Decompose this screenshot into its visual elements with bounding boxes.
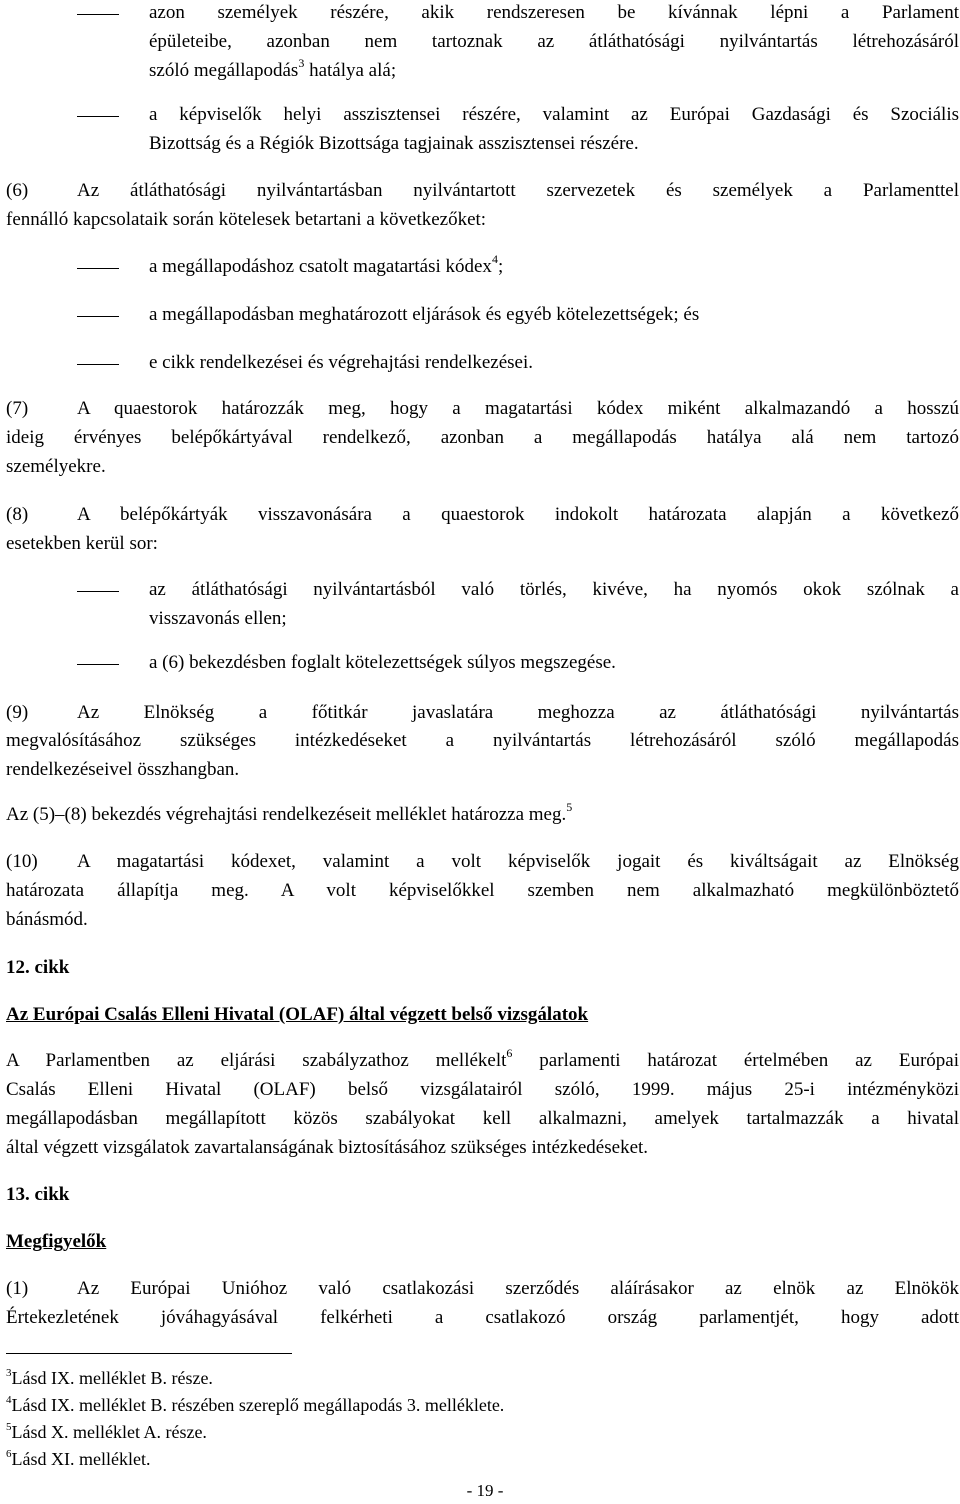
paragraph-text: fennálló kapcsolataik során kötelesek betartani a következőket: — [6, 209, 487, 230]
bullet-dash — [77, 591, 119, 592]
bullet-text: a képviselők helyi asszisztensei részére, valamint az Európai Gazdasági és Szociális — [149, 104, 959, 125]
footnote: $^5$Lásd X. melléklet A. része. — [6, 1421, 207, 1442]
bullet-dash — [77, 364, 119, 365]
bullet-text: az átláthatósági nyilvántartásból való törlés, kivéve, ha nyomós okok szólnak a — [149, 579, 959, 600]
bullet-text: a megállapodáshoz csatolt magatartási kódex$^4$; — [149, 251, 504, 277]
paragraph-text: Az átláthatósági nyilvántartásban nyilvántartott szervezetek és személyek a Parlamenttel — [77, 180, 959, 201]
paragraph-text: által végzett vizsgálatok zavartalanságának biztosításához szükséges intézkedéseket. — [6, 1137, 649, 1158]
paragraph-text: rendelkezéseivel összhangban. — [6, 759, 240, 780]
bullet-text: a (6) bekezdésben foglalt kötelezettségek súlyos megszegése. — [149, 652, 616, 673]
paragraph-text: személyekre. — [6, 456, 106, 477]
footnote-separator — [6, 1353, 292, 1354]
paragraph-text: bánásmód. — [6, 909, 88, 930]
paragraph-text: ideig érvényes belépőkártyával rendelkező, azonban a megállapodás hatálya alá nem tartozó — [6, 427, 959, 448]
footnote-ref[interactable]: 5 — [566, 799, 573, 814]
article-number: 12. cikk — [6, 957, 70, 978]
bullet-text: e cikk rendelkezései és végrehajtási rendelkezései. — [149, 352, 534, 373]
footnote: $^4$Lásd IX. melléklet B. részében szereplő megállapodás 3. melléklete. — [6, 1394, 505, 1415]
paragraph-text: Az Európai Unióhoz való csatlakozási szerződés aláírásakor az elnök az Elnökök — [77, 1278, 959, 1299]
bullet-text: a megállapodásban meghatározott eljárások és egyéb kötelezettségek; és — [149, 304, 700, 325]
paragraph-text: megvalósításához szükséges intézkedéseket a nyilvántartás létrehozásáról szóló megállapodás — [6, 730, 959, 751]
paragraph-text: határozata állapítja meg. A volt képviselőkkel szemben nem alkalmazható megkülönböztető — [6, 880, 959, 901]
paragraph-number: (9) — [6, 702, 29, 723]
bullet-text: visszavonás ellen; — [149, 608, 287, 629]
paragraph-text: A belépőkártyák visszavonására a quaestorok indokolt határozata alapján a következő — [77, 504, 959, 525]
paragraph-text: esetekben kerül sor: — [6, 533, 158, 554]
footnote-ref[interactable]: 6 — [506, 1045, 513, 1060]
paragraph-text: Értekezletének jóváhagyásával felkérheti a csatlakozó ország parlamentjét, hogy adott — [6, 1307, 959, 1328]
paragraph-number: (8) — [6, 504, 29, 525]
paragraph-text: Az (5)–(8) bekezdés végrehajtási rendelkezéseit melléklet határozza meg.$^5$ — [6, 799, 573, 825]
paragraph-text: megállapodásban megállapított közös szabályokat kell alkalmazni, amelyek tartalmazzák a hivatal — [6, 1108, 959, 1129]
footnote-ref[interactable]: 4 — [491, 251, 498, 266]
bullet-dash — [77, 14, 119, 15]
bullet-dash — [77, 268, 119, 269]
paragraph-number: (10) — [6, 851, 38, 872]
paragraph-number: (7) — [6, 398, 29, 419]
bullet-dash — [77, 316, 119, 317]
article-title: Megfigyelők — [6, 1231, 107, 1252]
paragraph-text: Az Elnökség a főtitkár javaslatára meghozza az átláthatósági nyilvántartás — [77, 702, 959, 723]
paragraph-text: A quaestorok határozzák meg, hogy a magatartási kódex miként alkalmazandó a hosszú — [77, 398, 959, 419]
bullet-dash — [77, 116, 119, 117]
bullet-text: szóló megállapodás$^3$ hatálya alá; — [149, 55, 397, 81]
bullet-text: azon személyek részére, akik rendszeresen be kívánnak lépni a Parlament — [149, 2, 959, 23]
footnote-ref[interactable]: 3 — [298, 55, 305, 70]
footnote: $^3$Lásd IX. melléklet B. része. — [6, 1367, 213, 1388]
article-number: 13. cikk — [6, 1184, 70, 1205]
paragraph-number: (6) — [6, 180, 29, 201]
bullet-text: épületeibe, azonban nem tartoznak az átláthatósági nyilvántartás létrehozásáról — [149, 31, 959, 52]
paragraph-number: (1) — [6, 1278, 29, 1299]
paragraph-text: Csalás Elleni Hivatal (OLAF) belső vizsgálatairól szóló, 1999. május 25-i intézményközi — [6, 1079, 959, 1100]
footnote: $^6$Lásd XI. melléklet. — [6, 1448, 151, 1469]
bullet-dash — [77, 664, 119, 665]
article-title: Az Európai Csalás Elleni Hivatal (OLAF) által végzett belső vizsgálatok — [6, 1004, 589, 1025]
paragraph-text: A Parlamentben az eljárási szabályzathoz mellékelt$^6$ parlamenti határozat értelmében az Európai — [6, 1045, 959, 1071]
paragraph-text: A magatartási kódexet, valamint a volt képviselők jogait és kiváltságait az Elnökség — [77, 851, 959, 872]
page-number: - 19 - — [466, 1481, 504, 1500]
bullet-text: Bizottság és a Régiók Bizottsága tagjainak asszisztensei részére. — [149, 133, 639, 154]
